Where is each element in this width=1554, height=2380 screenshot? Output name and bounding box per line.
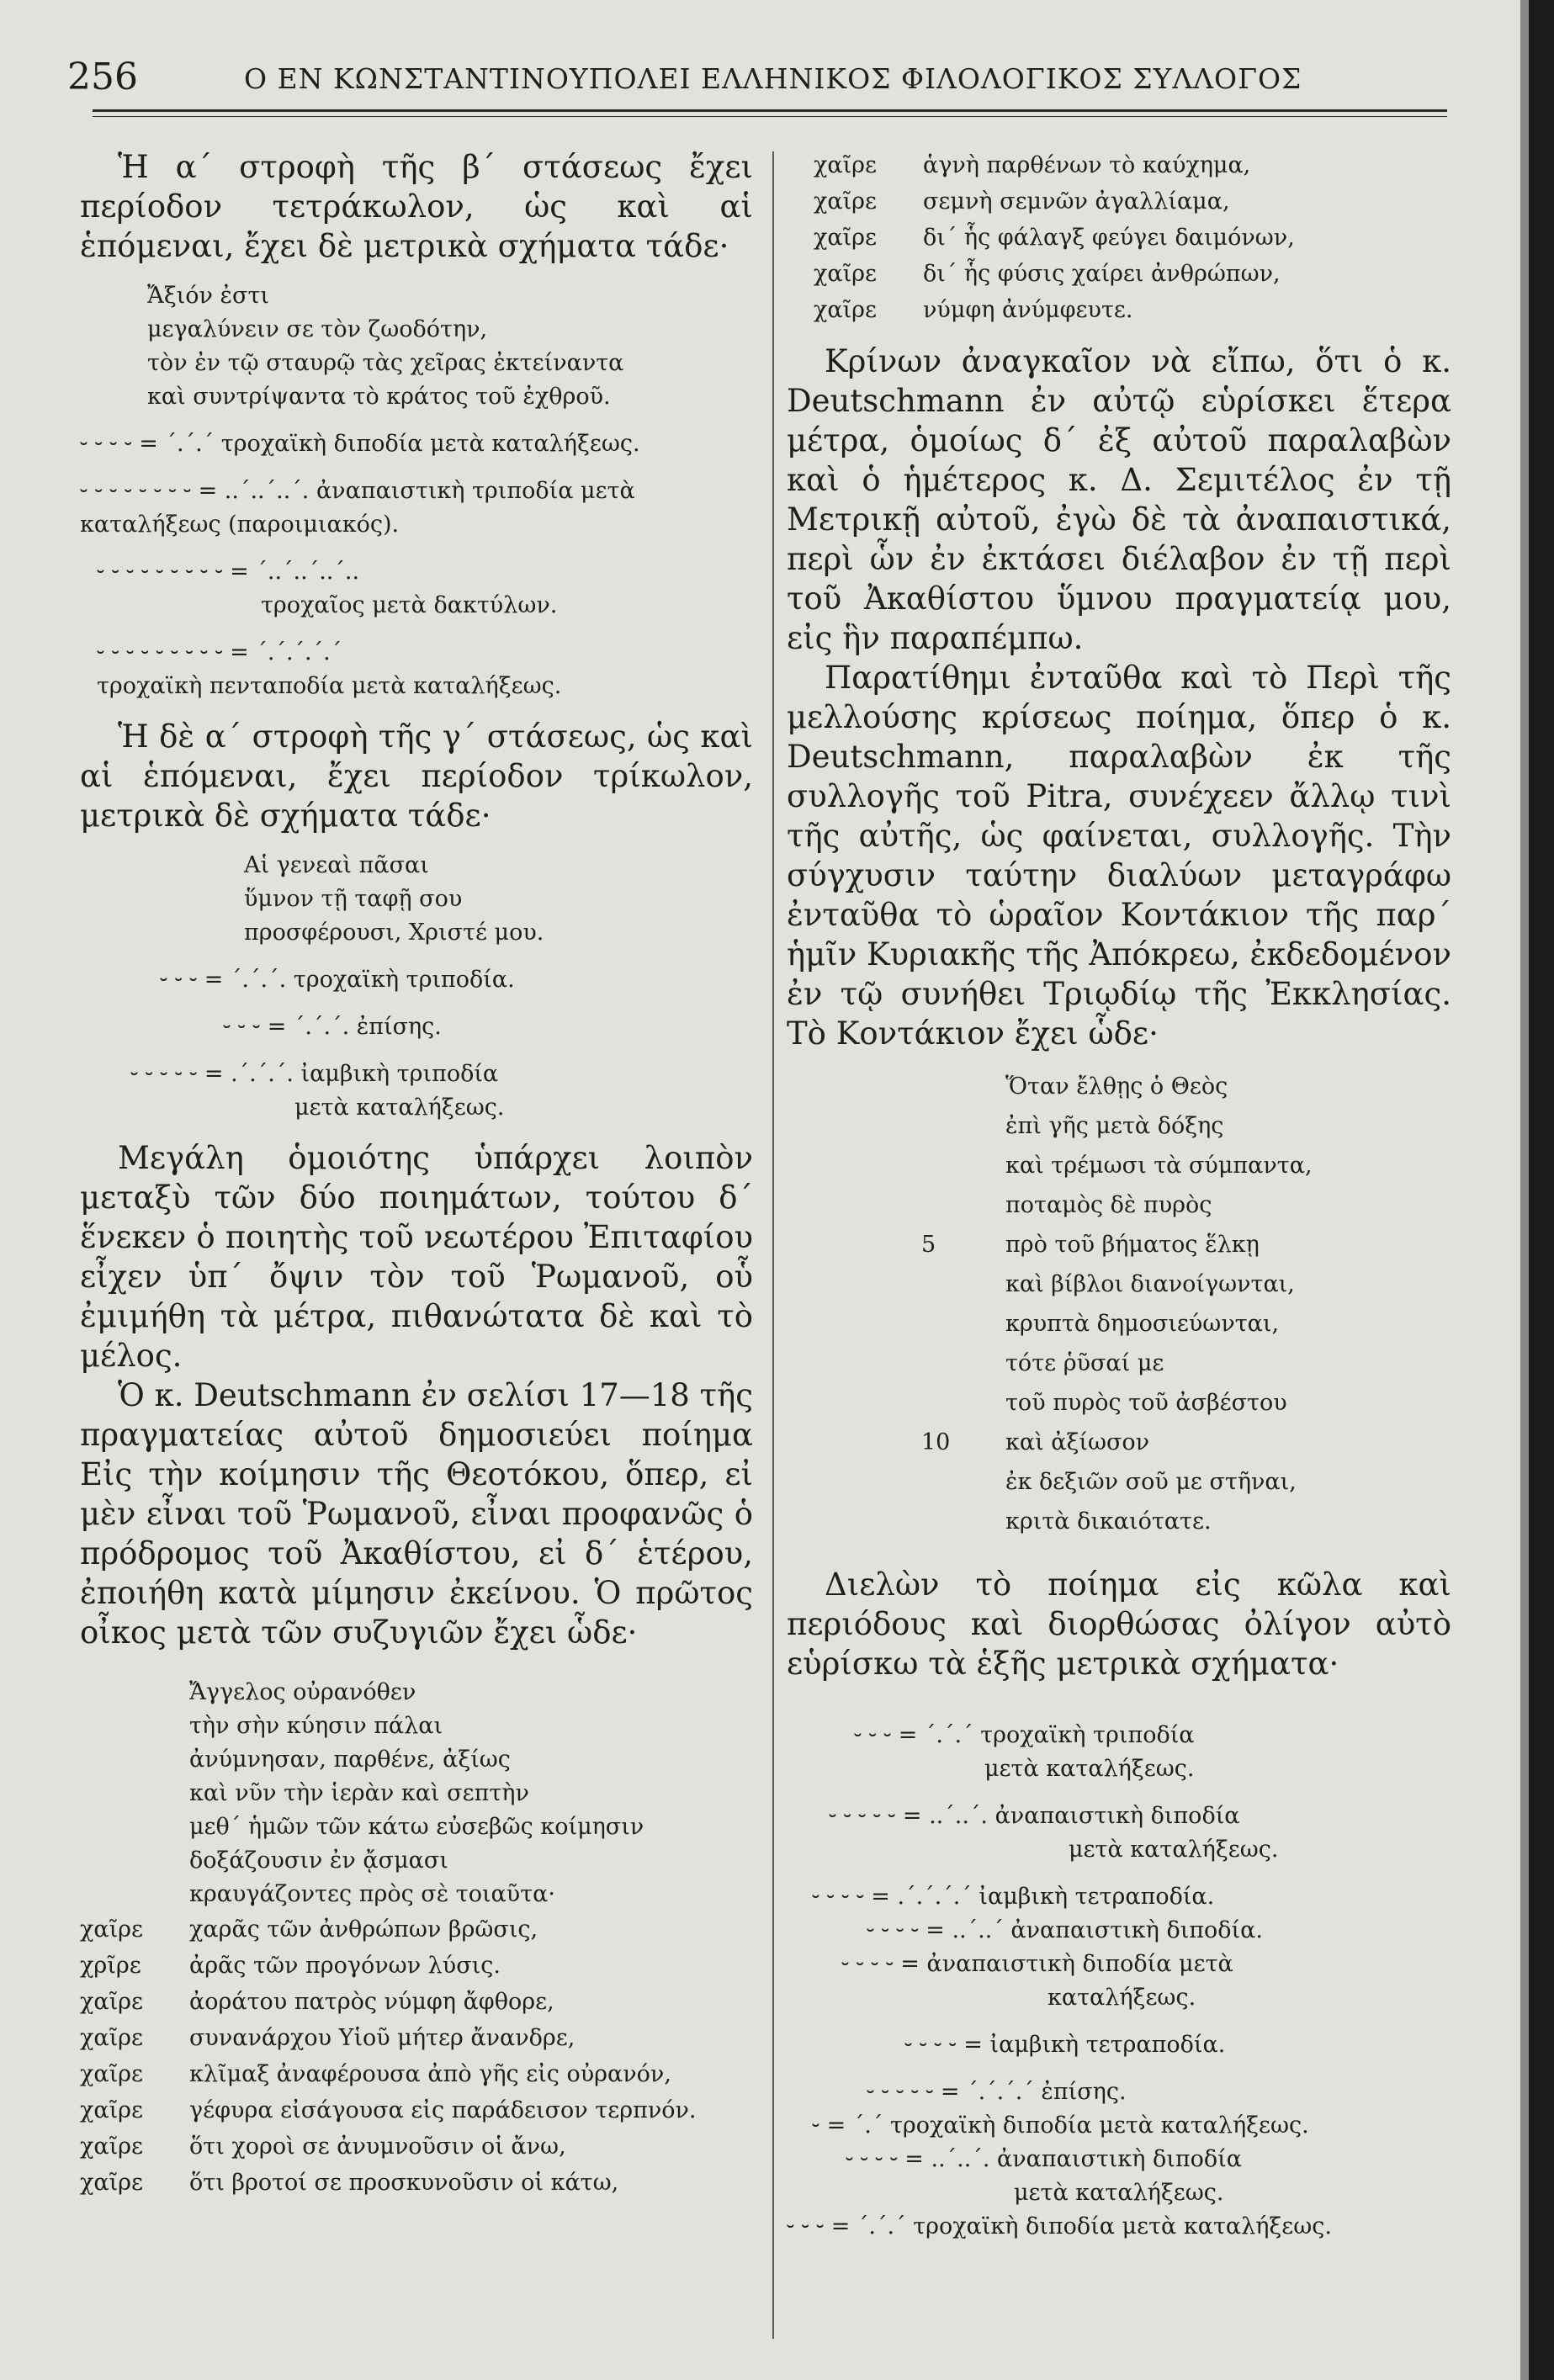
page-number: 256: [67, 56, 138, 98]
chaire-text: σεμνὴ σεμνῶν ἀγαλλίαμα,: [923, 188, 1230, 215]
chaire-text: χαρᾶς τῶν ἀνθρώπων βρῶσις,: [189, 1916, 538, 1943]
meter-scheme: ⏑ ⏑ ⏑ ⏑ = .΄.΄.΄.΄ ἰαμβικὴ τετραποδία.: [812, 1884, 1215, 1910]
chaire-line: [814, 256, 1451, 292]
chaire-label: χαῖρε: [814, 297, 878, 323]
chaire-label: χαῖρε: [80, 2025, 144, 2051]
column-divider: [772, 151, 774, 2339]
meter-scheme: ⏑ ⏑ ⏑ ⏑ = ΄.΄.΄ τροχαϊκὴ διποδία μετὰ καταλήξεως.: [80, 431, 640, 457]
verse-line: [921, 1067, 1451, 1106]
paragraph-dielon: Διελὼν τὸ ποίημα εἰς κῶλα καὶ περιόδους καὶ διορθώσας ὀλίγον αὐτὸ εὑρίσκω τὰ ἑξῆς μετρικὰ σχήματα·: [787, 1566, 1451, 1682]
verse-line: Αἱ γενεαὶ πᾶσαι: [244, 852, 429, 878]
verse-text: ποταμὸς δὲ πυρὸς: [1005, 1192, 1212, 1218]
verse-text: καὶ ἀξίωσον: [1005, 1429, 1150, 1455]
line-number: [921, 1264, 1005, 1304]
meter-scheme: ⏑ ⏑ ⏑ ⏑ ⏑ ⏑ ⏑ ⏑ ⏑ = ΄.΄.΄.΄.΄: [97, 639, 342, 665]
meter-description: τροχαῖος μετὰ δακτύλων.: [261, 592, 558, 618]
running-header: [67, 50, 1447, 101]
chaire-label: χαῖρε: [80, 1916, 144, 1943]
meter-description: καταλήξεως.: [1047, 1985, 1196, 2011]
meter-scheme: ⏑ ⏑ ⏑ ⏑ = ἰαμβικὴ τετραποδία.: [904, 2032, 1226, 2058]
verse-line: μεγαλύνειν σε τὸν ζωοδότην,: [147, 316, 488, 342]
line-number: 10: [921, 1429, 951, 1455]
binding-shadow: [1520, 0, 1529, 2380]
header-rule: [93, 109, 1447, 112]
meter-scheme: ⏑ ⏑ ⏑ ⏑ = ἀναπαιστικὴ διποδία μετὰ: [841, 1951, 1233, 1977]
running-title: Ο ΕΝ ΚΩΝΣΤΑΝΤΙΝΟΥΠΟΛΕΙ ΕΛΛΗΝΙΚΟΣ ΦΙΛΟΛΟΓΙΚΟΣ ΣΥΛΛΟΓΟΣ: [244, 62, 1302, 95]
chaire-line: [80, 1984, 753, 2020]
chaire-label: χαῖρε: [80, 2097, 144, 2123]
chaire-line: [80, 2092, 753, 2128]
verse-line: [921, 1383, 1451, 1423]
chaire-text: ἀοράτου πατρὸς νύμφη ἄφθορε,: [189, 1989, 554, 2015]
right-column: [787, 147, 1451, 2244]
verse-line: καὶ συντρίψαντα τὸ κράτος τοῦ ἐχθροῦ.: [147, 384, 611, 410]
verse-line: τὴν σὴν κύησιν πάλαι: [189, 1713, 443, 1739]
chaire-line: [814, 147, 1451, 183]
chaire-line: [80, 2056, 753, 2092]
verse-line: [921, 1264, 1451, 1304]
chaire-litany-right: [787, 147, 1451, 328]
verse-text: τοῦ πυρὸς τοῦ ἀσβέστου: [1005, 1390, 1287, 1416]
verse-line: ἀνύμνησαν, παρθένε, ἀξίως: [189, 1747, 511, 1773]
verse-line: Ἄγγελος οὐρανόθεν: [189, 1679, 416, 1705]
chaire-line: [80, 1911, 753, 1948]
line-number: [921, 1344, 1005, 1383]
paragraph-deutschmann: Ὁ κ. Deutschmann ἐν σελίσι 17—18 τῆς πραγματείας αὐτοῦ δημοσιεύει ποίημα Εἰς τὴν κοίμησιν τῆς Θεοτόκου, ὅπερ, εἰ μὲν εἶναι τοῦ Ῥωμανοῦ, εἶναι προφανῶς ὁ πρόδρομος τοῦ Ἀκαθίστου, εἰ δ΄ ἑτέρου, ἐποιήθη κατὰ μίμησιν ἐκείνου. Ὁ πρῶτος οἶκος μετὰ τῶν συζυγιῶν ἔχει ὧδε·: [80, 1377, 753, 1651]
chaire-label: χρῖρε: [80, 1953, 141, 1979]
meter-description: μετὰ καταλήξεως.: [984, 1756, 1195, 1782]
chaire-text: συνανάρχου Υἱοῦ μήτερ ἄνανδρε,: [189, 2025, 575, 2051]
line-number: [921, 1462, 1005, 1502]
meter-scheme: ⏑ ⏑ ⏑ = ΄.΄.΄ τροχαϊκὴ διποδία μετὰ καταλήξεως.: [787, 2213, 1332, 2240]
line-number: [921, 1106, 1005, 1146]
line-number: [921, 1185, 1005, 1225]
verse-line: [921, 1344, 1451, 1383]
verse-line: [921, 1502, 1451, 1541]
chaire-line: [80, 2020, 753, 2056]
paragraph-paratithemi: Παρατίθημι ἐνταῦθα καὶ τὸ Περὶ τῆς μελλούσης κρίσεως ποίημα, ὅπερ ὁ κ. Deutschmann, παραλαβὼν ἐκ τῆς συλλογῆς τοῦ Pitra, συνέχεεν ἄλλῳ τινὶ τῆς αὐτῆς, ὡς φαίνεται, συλλογῆς. Τὴν σύγχυσιν ταύτην διαλύων μεταγράφω ἐνταῦθα τὸ ὡραῖον Κοντάκιον τῆς παρ΄ ἡμῖν Κυριακῆς τῆς Ἀπόκρεω, ἐκδεδομένον ἐν τῷ συνήθει Τριῳδίῳ τῆς Ἐκκλησίας. Τὸ Κοντάκιον ἔχει ὧδε·: [787, 660, 1451, 1052]
verse-text: πρὸ τοῦ βήματος ἕλκῃ: [1005, 1232, 1260, 1258]
verse-text: κριτὰ δικαιότατε.: [1005, 1508, 1212, 1535]
verse-line: προσφέρουσι, Χριστέ μου.: [244, 920, 544, 946]
chaire-line: [80, 2128, 753, 2165]
chaire-text: ὅτι βροτοί σε προσκυνοῦσιν οἱ κάτω,: [189, 2170, 619, 2196]
chaire-line: [814, 220, 1451, 256]
verse-line: μεθ΄ ἡμῶν τῶν κάτω εὐσεβῶς κοίμησιν: [189, 1814, 644, 1840]
chaire-text: ὅτι χοροὶ σε ἀνυμνοῦσιν οἱ ἄνω,: [189, 2134, 566, 2160]
paragraph-similarity: Μεγάλη ὁμοιότης ὑπάρχει λοιπὸν μεταξὺ τῶν δύο ποιημάτων, τούτου δ΄ ἕνεκεν ὁ ποιητὴς τοῦ νεωτέρου Ἐπιταφίου εἶχεν ὑπ΄ ὄψιν τὸν τοῦ Ῥωμανοῦ, οὗ ἐμιμήθη τὰ μέτρα, πιθανώτατα δὲ καὶ τὸ μέλος.: [80, 1140, 753, 1374]
chaire-label: χαῖρε: [80, 2170, 144, 2196]
chaire-label: χαῖρε: [814, 188, 878, 215]
left-column: [80, 147, 753, 2201]
meter-scheme: ⏑ ⏑ ⏑ ⏑ ⏑ = ΄.΄.΄.΄ ἐπίσης.: [867, 2079, 1127, 2105]
chaire-label: χαῖρε: [80, 2134, 144, 2160]
chaire-text: γέφυρα εἰσάγουσα εἰς παράδεισον τερπνόν.: [189, 2097, 697, 2123]
chaire-litany-left: [80, 1911, 753, 2201]
header-rule-thin: [93, 116, 1447, 117]
meter-description: τροχαϊκὴ πενταποδία μετὰ καταλήξεως.: [97, 673, 562, 699]
meter-scheme: ⏑ ⏑ ⏑ ⏑ ⏑ = ..΄..΄. ἀναπαιστικὴ διποδία: [829, 1803, 1240, 1829]
verse-text: ἐπὶ γῆς μετὰ δόξης: [1005, 1113, 1224, 1139]
meter-description: μετὰ καταλήξεως.: [1069, 1837, 1279, 1863]
verse-line: [921, 1304, 1451, 1344]
meter-scheme: ⏑ = ΄.΄ τροχαϊκὴ διποδία μετὰ καταλήξεως.: [812, 2112, 1309, 2139]
meter-description: μετὰ καταλήξεως.: [1014, 2180, 1224, 2206]
line-number: [921, 1304, 1005, 1344]
meter-scheme: ⏑ ⏑ ⏑ ⏑ ⏑ = .΄.΄.΄. ἰαμβικὴ τριποδία: [130, 1061, 499, 1087]
chaire-text: νύμφη ἀνύμφευτε.: [923, 297, 1133, 323]
verse-line: τὸν ἐν τῷ σταυρῷ τὰς χεῖρας ἐκτείναντα: [147, 350, 624, 376]
verse-text: κρυπτὰ δημοσιεύωνται,: [1005, 1311, 1280, 1337]
verse-text: καὶ βίβλοι διανοίγωνται,: [1005, 1271, 1295, 1297]
line-number: [921, 1502, 1005, 1541]
verse-line: [921, 1146, 1451, 1185]
paragraph-strophe-c: Ἡ δὲ α΄ στροφὴ τῆς γ΄ στάσεως, ὡς καὶ αἱ ἑπόμεναι, ἔχει περίοδον τρίκωλον, μετρικὰ δὲ σχήματα τάδε·: [80, 718, 753, 834]
verse-angelos: [80, 1676, 753, 1911]
meter-description: μετὰ καταλήξεως.: [294, 1095, 505, 1121]
chaire-label: χαῖρε: [80, 1989, 144, 2015]
chaire-label: χαῖρε: [814, 225, 878, 251]
verse-line: καὶ νῦν τὴν ἱερὰν καὶ σεπτὴν: [189, 1780, 529, 1806]
line-number: [921, 1383, 1005, 1423]
line-number: 5: [921, 1232, 936, 1258]
chaire-label: χαῖρε: [814, 261, 878, 287]
verse-line: ὕμνον τῇ ταφῇ σου: [244, 886, 463, 912]
chaire-line: [814, 292, 1451, 328]
meter-scheme: ⏑ ⏑ ⏑ ⏑ = ..΄..΄. ἀναπαιστικὴ διποδία: [846, 2146, 1242, 2172]
meter-scheme: ⏑ ⏑ ⏑ ⏑ ⏑ ⏑ ⏑ ⏑ = ..΄..΄..΄. ἀναπαιστικὴ τριποδία μετὰ καταλήξεως (παροιμιακός).: [80, 478, 635, 538]
page-edge: [1529, 0, 1554, 2380]
verse-line: [921, 1462, 1451, 1502]
meter-scheme: ⏑ ⏑ ⏑ ⏑ ⏑ ⏑ ⏑ ⏑ ⏑ = ΄..΄..΄..΄..: [97, 559, 360, 585]
verse-line: δοξάζουσιν ἐν ᾄσμασι: [189, 1847, 448, 1874]
chaire-line: [80, 1948, 753, 1984]
verse-text: Ὅταν ἔλθῃς ὁ Θεὸς: [1005, 1073, 1228, 1100]
verse-line: [921, 1185, 1451, 1225]
verse-line: Ἄξιόν ἐστι: [147, 283, 269, 309]
chaire-text: δι΄ ἧς φύσις χαίρει ἀνθρώπων,: [923, 261, 1281, 287]
verse-line: [921, 1225, 1451, 1264]
meter-scheme: ⏑ ⏑ ⏑ = ΄.΄.΄. ἐπίσης.: [223, 1014, 442, 1040]
meter-scheme: ⏑ ⏑ ⏑ ⏑ = ..΄..΄ ἀναπαιστικὴ διποδία.: [867, 1917, 1263, 1943]
chaire-label: χαῖρε: [80, 2061, 144, 2087]
chaire-text: κλῖμαξ ἀναφέρουσα ἀπὸ γῆς εἰς οὐρανόν,: [189, 2061, 671, 2087]
chaire-text: δι΄ ἧς φάλαγξ φεύγει δαιμόνων,: [923, 225, 1295, 251]
chaire-label: χαῖρε: [814, 152, 878, 178]
paragraph-krinon: Κρίνων ἀναγκαῖον νὰ εἴπω, ὅτι ὁ κ. Deutschmann ἐν αὐτῷ εὑρίσκει ἕτερα μέτρα, ὁμοίως δ΄ ἐξ αὐτοῦ παραλαβὼν καὶ ὁ ἡμέτερος κ. Δ. Σεμιτέλος ἐν τῇ Μετρικῇ αὐτοῦ, ἐγὼ δὲ τὰ ἀναπαιστικά, περὶ ὧν ἐν ἐκτάσει διέλαβον ἐν τῇ περὶ τοῦ Ἀκαθίστου ὕμνου πραγματείᾳ μου, εἰς ἣν παραπέμπω.: [787, 343, 1451, 656]
verse-kontakion: [787, 1067, 1451, 1541]
chaire-line: [80, 2165, 753, 2201]
chaire-text: ἁγνὴ παρθένων τὸ καύχημα,: [923, 152, 1251, 178]
verse-line: κραυγάζοντες πρὸς σὲ τοιαῦτα·: [189, 1881, 555, 1907]
verse-ai-geneai: [80, 849, 753, 950]
verse-text: καὶ τρέμωσι τὰ σύμπαντα,: [1005, 1153, 1313, 1179]
chaire-line: [814, 183, 1451, 220]
meter-scheme: ⏑ ⏑ ⏑ = ΄.΄.΄. τροχαϊκὴ τριποδία.: [160, 967, 515, 993]
verse-axion-esti: [80, 279, 753, 414]
verse-line: [921, 1423, 1451, 1462]
line-number: [921, 1146, 1005, 1185]
chaire-text: ἀρᾶς τῶν προγόνων λύσις.: [189, 1953, 501, 1979]
verse-text: ἐκ δεξιῶν σοῦ με στῆναι,: [1005, 1469, 1297, 1495]
line-number: [921, 1067, 1005, 1106]
meter-scheme: ⏑ ⏑ ⏑ = ΄.΄.΄ τροχαϊκὴ τριποδία: [854, 1722, 1195, 1748]
verse-line: [921, 1106, 1451, 1146]
verse-text: τότε ῥῦσαί με: [1005, 1350, 1164, 1376]
paragraph-strophe-b: Ἡ α΄ στροφὴ τῆς β΄ στάσεως ἔχει περίοδον τετράκωλον, ὡς καὶ αἱ ἑπόμεναι, ἔχει δὲ μετρικὰ σχήματα τάδε·: [80, 149, 753, 264]
